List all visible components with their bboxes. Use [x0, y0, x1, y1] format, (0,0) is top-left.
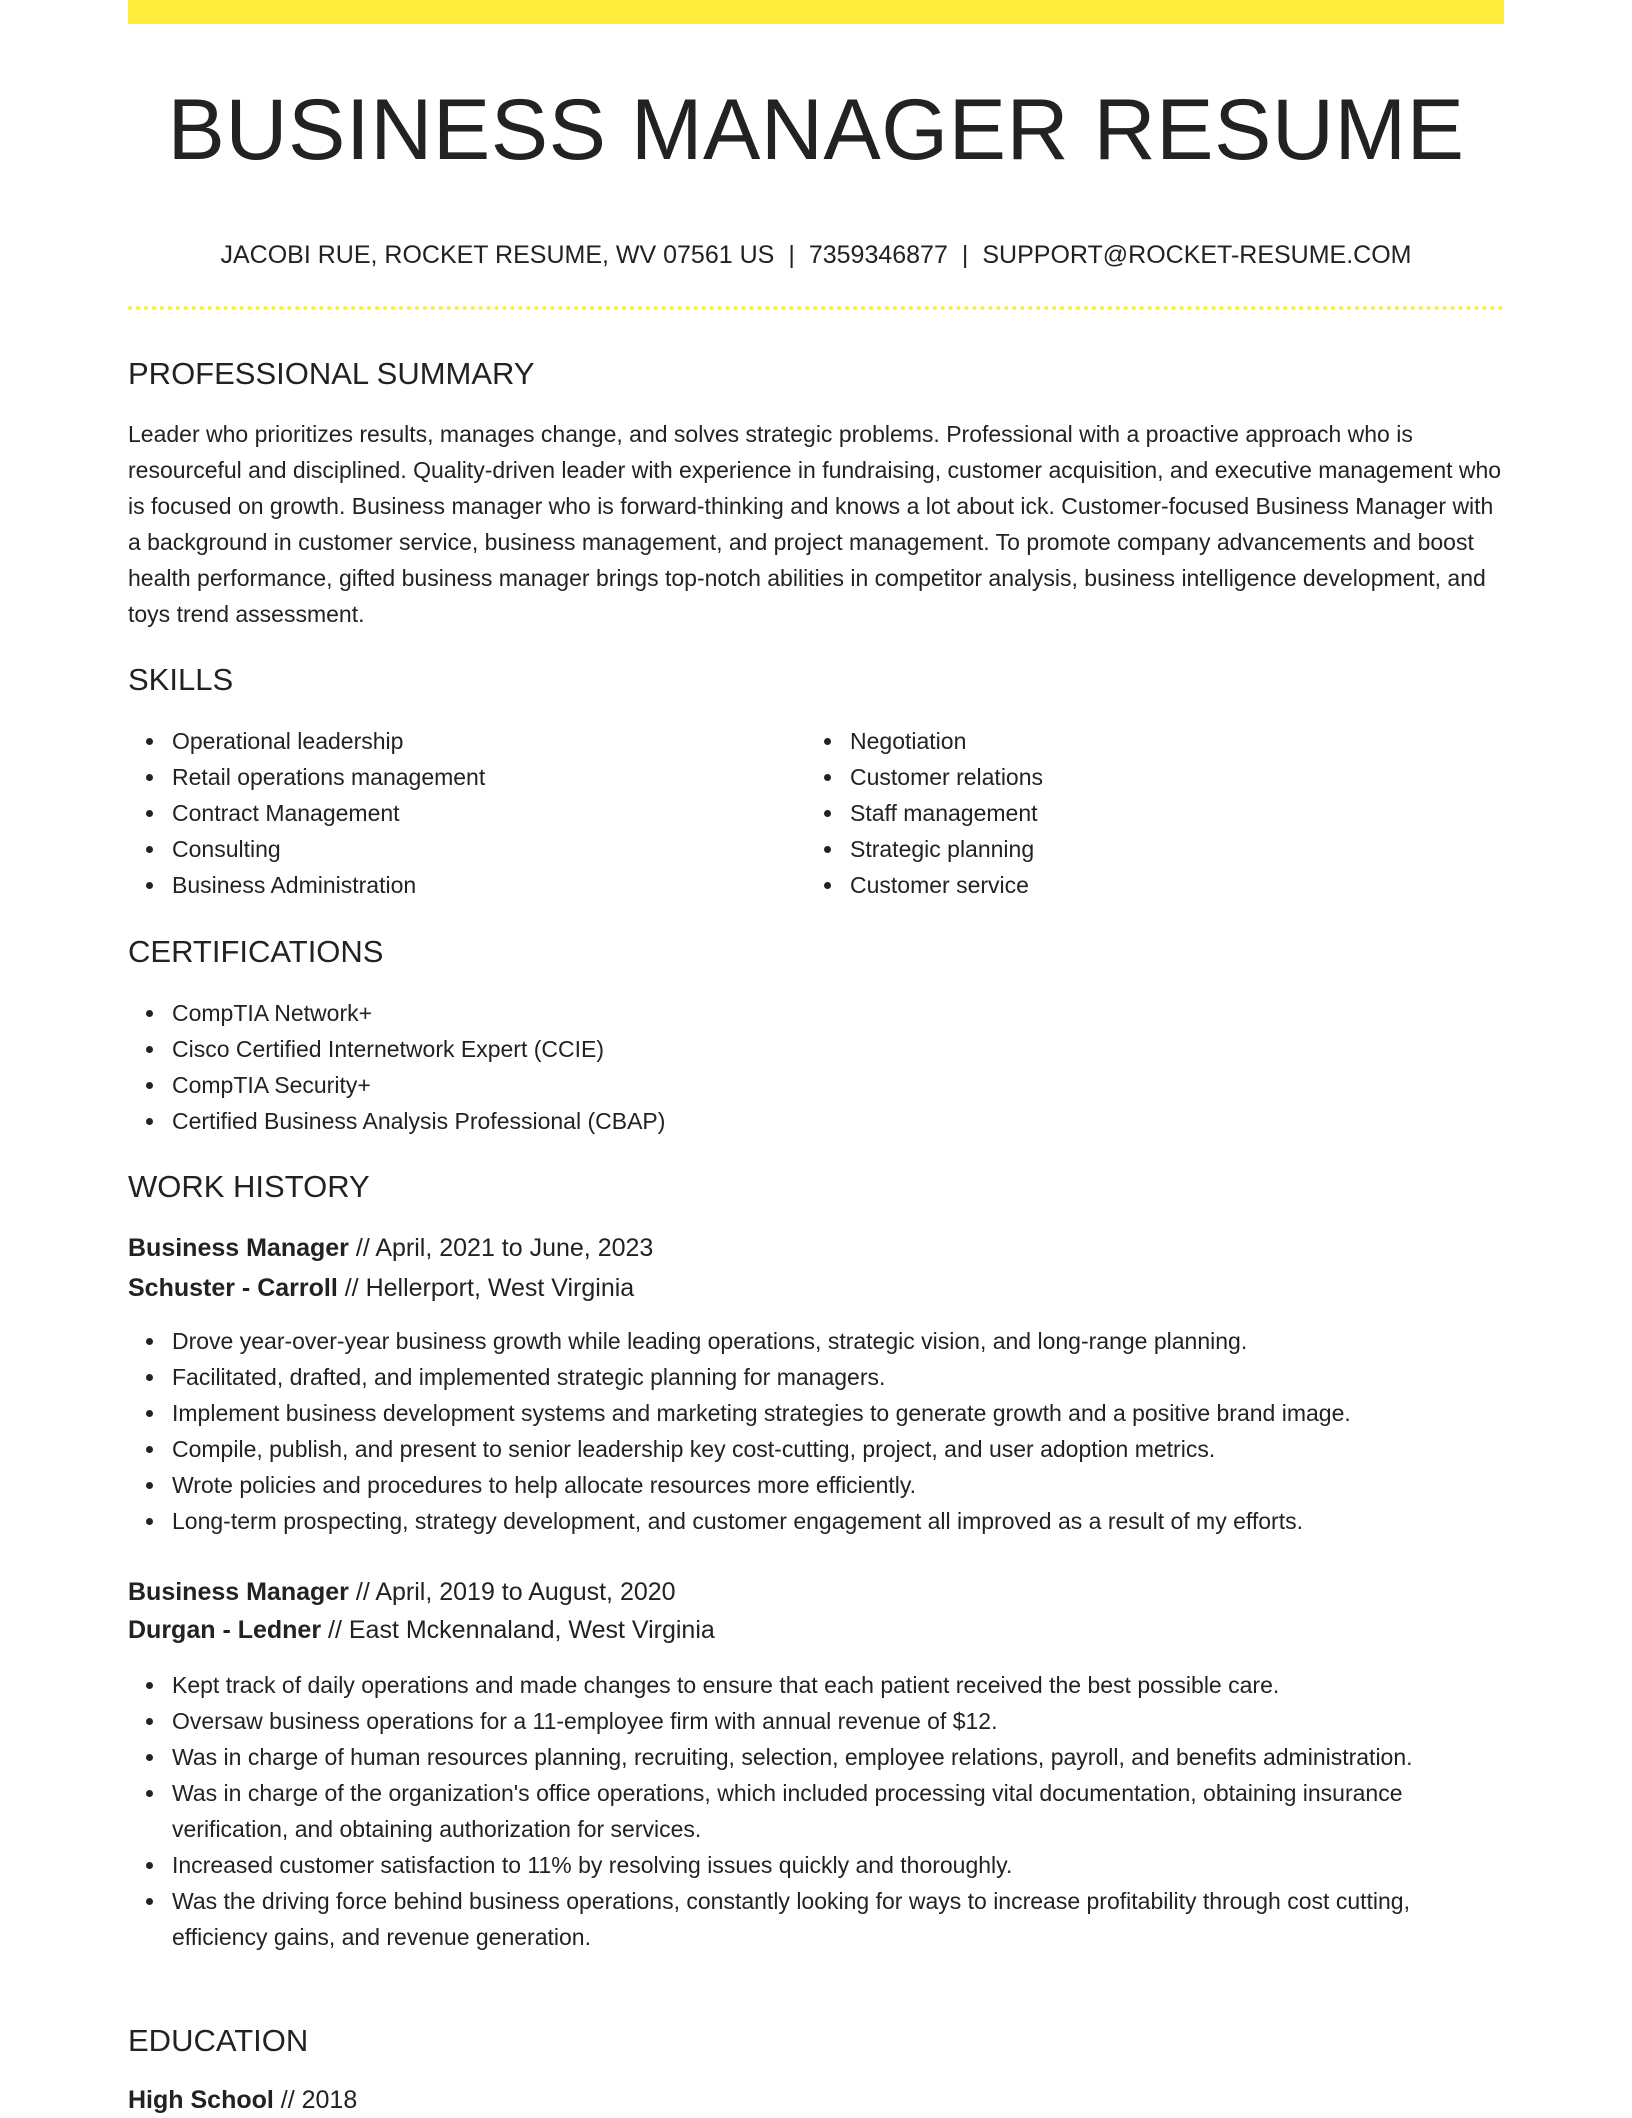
list-item: CompTIA Network+	[128, 995, 1504, 1031]
list-item: Contract Management	[128, 795, 768, 831]
list-item: Wrote policies and procedures to help allocate resources more efficiently.	[128, 1467, 1504, 1503]
list-item: Certified Business Analysis Professional (CBAP)	[128, 1103, 1504, 1139]
job-title-line	[128, 1574, 676, 1610]
job-title: Business Manager	[128, 1234, 349, 1262]
contact-line	[128, 238, 1504, 272]
job-company: Durgan - Ledner	[128, 1616, 322, 1644]
job-company-line	[128, 1612, 715, 1648]
list-item: Customer relations	[806, 759, 1446, 795]
contact-separator: |	[961, 241, 969, 269]
list-item: Consulting	[128, 831, 768, 867]
list-item: Retail operations management	[128, 759, 768, 795]
list-item: Customer service	[806, 867, 1446, 903]
accent-top-bar	[128, 0, 1504, 24]
list-item: Compile, publish, and present to senior leadership key cost-cutting, project, and user adoption metrics.	[128, 1431, 1504, 1467]
job-company-line	[128, 1270, 634, 1306]
list-item: Oversaw business operations for a 11-employee firm with annual revenue of $12.	[128, 1703, 1504, 1739]
list-item: Staff management	[806, 795, 1446, 831]
job-location: // Hellerport, West Virginia	[344, 1274, 635, 1302]
job-dates: // April, 2019 to August, 2020	[355, 1578, 676, 1606]
education-entry	[128, 2082, 357, 2118]
list-item: Kept track of daily operations and made changes to ensure that each patient received the best possible care.	[128, 1667, 1504, 1703]
job-title: Business Manager	[128, 1578, 349, 1606]
job-title-line	[128, 1230, 653, 1266]
skills-list-left	[128, 723, 768, 903]
job-company: Schuster - Carroll	[128, 1274, 338, 1302]
list-item: CompTIA Security+	[128, 1067, 1504, 1103]
skills-list-right	[806, 723, 1446, 903]
job-location: // East Mckennaland, West Virginia	[328, 1616, 715, 1644]
list-item: Increased customer satisfaction to 11% by resolving issues quickly and thoroughly.	[128, 1847, 1504, 1883]
list-item: Was in charge of human resources planning, recruiting, selection, employee relations, payroll, and benefits administration.	[128, 1739, 1504, 1775]
list-item: Strategic planning	[806, 831, 1446, 867]
list-item: Operational leadership	[128, 723, 768, 759]
list-item: Cisco Certified Internetwork Expert (CCIE)	[128, 1031, 1504, 1067]
contact-address: JACOBI RUE, ROCKET RESUME, WV 07561 US	[220, 241, 775, 269]
header-divider	[128, 306, 1504, 310]
job-bullet-list	[128, 1323, 1504, 1539]
contact-phone: 7359346877	[808, 241, 948, 269]
summary-text: Leader who prioritizes results, manages change, and solves strategic problems. Professional with a proactive approach who is resourceful and disciplined. Quality-driven leader with experience in fundraising, customer acquisition, and executive management who is focused on growth. Business manager who is forward-thinking and knows a lot about ick. Customer-focused Business Manager with a background in customer service, business management, and project management. To promote company advancements and boost health performance, gifted business manager brings top-notch abilities in competitor analysis, business intelligence development, and toys trend assessment.	[128, 421, 1502, 627]
certifications-list	[128, 995, 1504, 1139]
list-item: Implement business development systems and marketing strategies to generate growth and a positive brand image.	[128, 1395, 1504, 1431]
education-year: // 2018	[280, 2086, 358, 2114]
skills-heading: SKILLS	[128, 662, 234, 697]
certifications-heading: CERTIFICATIONS	[128, 934, 384, 969]
contact-email: SUPPORT@ROCKET-RESUME.COM	[982, 241, 1412, 269]
contact-separator: |	[788, 241, 795, 269]
resume-title: BUSINESS MANAGER RESUME	[167, 82, 1465, 178]
list-item: Was in charge of the organization's office operations, which included processing vital documentation, obtaining insurance verification, and obtaining authorization for services.	[128, 1775, 1504, 1847]
job-bullet-list	[128, 1667, 1504, 1955]
list-item: Was the driving force behind business operations, constantly looking for ways to increase profitability through cost cutting, efficiency gains, and revenue generation.	[128, 1883, 1504, 1955]
education-degree: High School	[128, 2086, 274, 2114]
job-dates: // April, 2021 to June, 2023	[355, 1234, 654, 1262]
list-item: Facilitated, drafted, and implemented strategic planning for managers.	[128, 1359, 1504, 1395]
work-history-heading: WORK HISTORY	[128, 1169, 370, 1204]
list-item: Long-term prospecting, strategy development, and customer engagement all improved as a result of my efforts.	[128, 1503, 1504, 1539]
list-item: Negotiation	[806, 723, 1446, 759]
education-heading: EDUCATION	[128, 2023, 309, 2058]
list-item: Drove year-over-year business growth while leading operations, strategic vision, and long-range planning.	[128, 1323, 1504, 1359]
summary-heading: PROFESSIONAL SUMMARY	[128, 356, 535, 391]
list-item: Business Administration	[128, 867, 768, 903]
